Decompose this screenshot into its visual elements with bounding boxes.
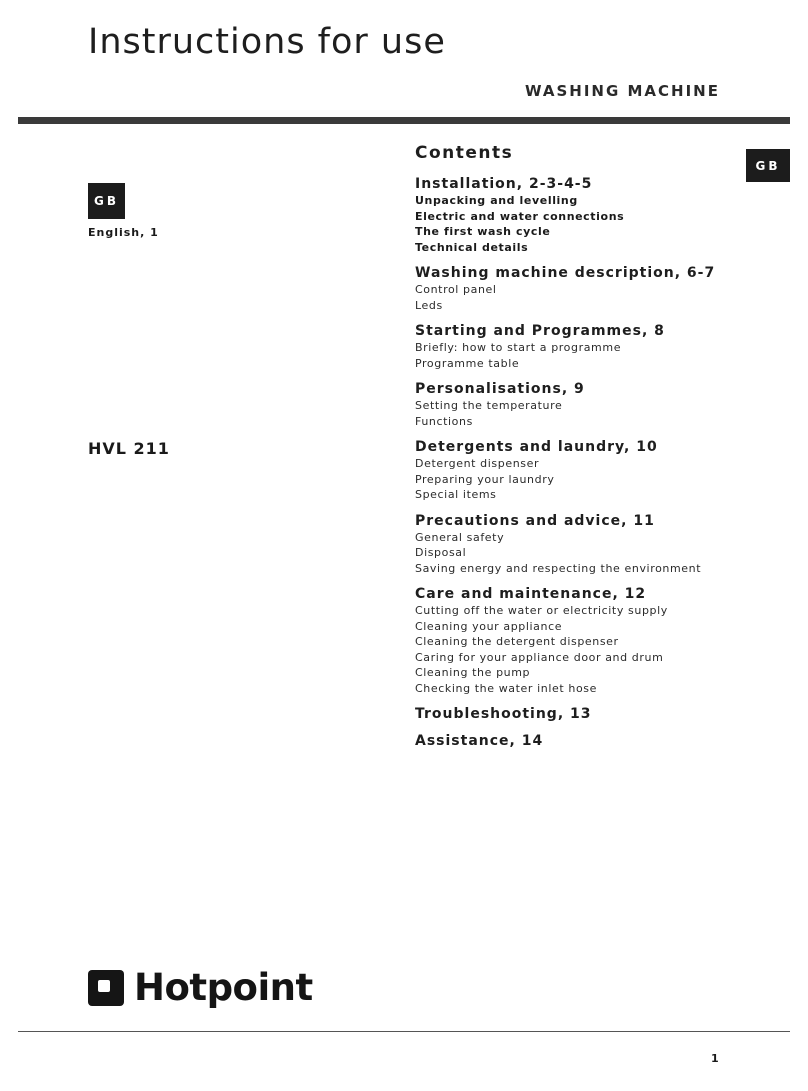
contents-section xyxy=(415,322,745,371)
contents-section xyxy=(415,380,745,429)
contents-item: Detergent dispenser xyxy=(415,457,540,470)
page-number: 1 xyxy=(711,1052,719,1065)
table-of-contents xyxy=(415,143,745,759)
contents-section-title: Troubleshooting, 13 xyxy=(415,706,592,722)
page-title: Instructions for use xyxy=(88,22,446,62)
contents-item: Cleaning the pump xyxy=(415,666,531,679)
contents-item: Caring for your appliance door and drum xyxy=(415,650,664,664)
contents-section xyxy=(415,175,745,255)
header-divider xyxy=(18,117,790,124)
contents-section-title: Assistance, 14 xyxy=(415,733,544,749)
contents-item: The first wash cycle xyxy=(415,225,551,238)
contents-section-title: Washing machine description, 6-7 xyxy=(415,265,716,281)
contents-section xyxy=(415,512,745,577)
contents-section xyxy=(415,438,745,503)
contents-item: Checking the water inlet hose xyxy=(415,681,597,695)
hotpoint-logo-mark-icon xyxy=(88,970,124,1006)
contents-item: Briefly: how to start a programme xyxy=(415,341,622,354)
contents-heading: Contents xyxy=(415,143,514,163)
contents-section-title: Installation, 2-3-4-5 xyxy=(415,176,593,192)
contents-item: Cleaning your appliance xyxy=(415,619,563,633)
contents-item: Unpacking and levelling xyxy=(415,194,578,207)
contents-section xyxy=(415,585,745,696)
contents-item: General safety xyxy=(415,530,505,544)
contents-section-title: Detergents and laundry, 10 xyxy=(415,439,658,455)
contents-item: Disposal xyxy=(415,546,467,559)
language-badge: GB xyxy=(88,183,125,219)
contents-item: Setting the temperature xyxy=(415,399,563,412)
contents-item: Saving energy and respecting the environment xyxy=(415,561,702,575)
contents-section-title: Care and maintenance, 12 xyxy=(415,586,647,602)
contents-section xyxy=(415,264,745,313)
contents-item: Preparing your laundry xyxy=(415,472,555,486)
contents-item: Cleaning the detergent dispenser xyxy=(415,635,619,648)
contents-section xyxy=(415,732,745,750)
contents-item: Control panel xyxy=(415,283,497,296)
contents-item: Programme table xyxy=(415,356,520,370)
contents-item: Functions xyxy=(415,414,473,428)
contents-item: Technical details xyxy=(415,240,529,254)
contents-section-title: Precautions and advice, 11 xyxy=(415,512,655,529)
language-tab-badge: GB xyxy=(746,149,790,182)
language-index-entry: English, 1 xyxy=(88,226,159,239)
model-number: HVL 211 xyxy=(88,439,170,458)
contents-section-list xyxy=(415,175,745,750)
document-subtitle: WASHING MACHINE xyxy=(525,82,720,100)
contents-item: Electric and water connections xyxy=(415,209,625,223)
contents-item: Cutting off the water or electricity supply xyxy=(415,604,668,617)
brand-name: Hotpoint xyxy=(134,966,313,1009)
contents-item: Special items xyxy=(415,488,497,501)
footer-divider xyxy=(18,1031,790,1032)
contents-section-title: Starting and Programmes, 8 xyxy=(415,323,665,339)
brand-logo xyxy=(88,966,313,1009)
contents-item: Leds xyxy=(415,298,443,312)
contents-section-title: Personalisations, 9 xyxy=(415,381,585,397)
contents-section xyxy=(415,705,745,723)
